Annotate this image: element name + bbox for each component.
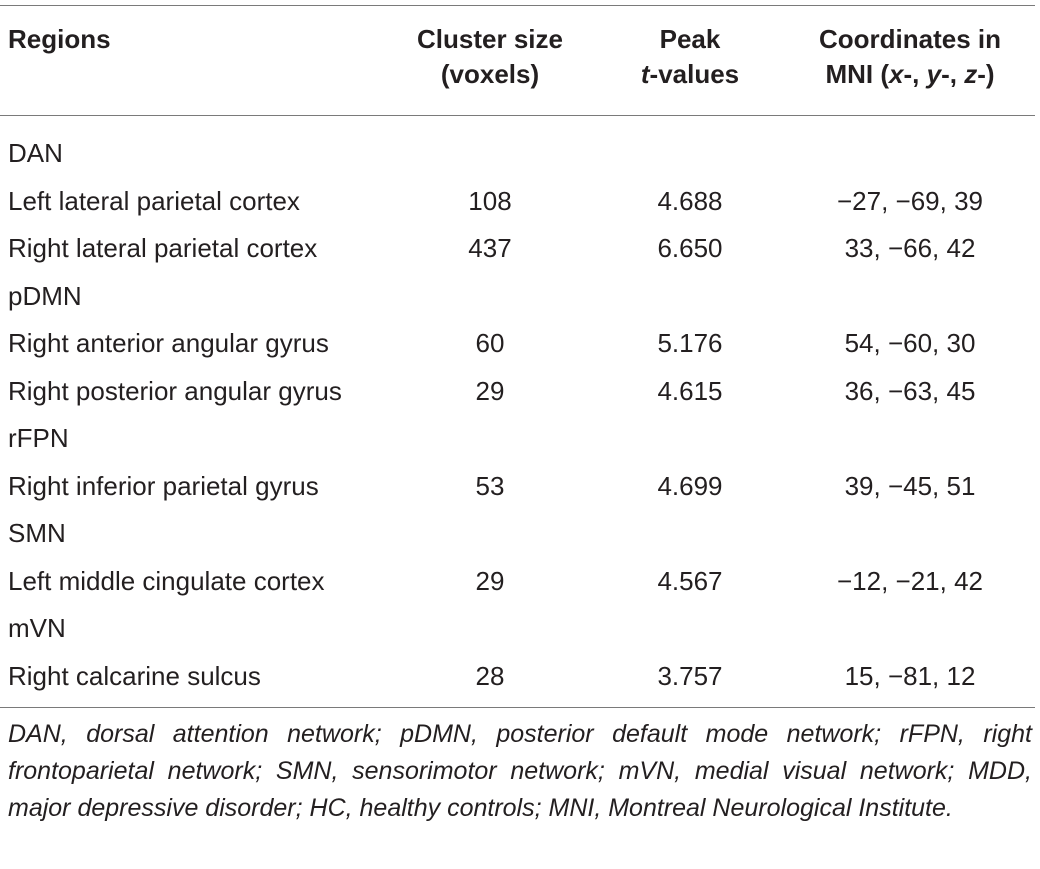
- cell-peak-t: 4.699: [657, 470, 723, 501]
- cell-peak-t: 5.176: [657, 328, 723, 358]
- table-footnote: DAN, dorsal attention network; pDMN, posterior default mode network; rFPN, right frontoparietal network; SMN, sensorimotor network; mVN, medial visual network; MDD, major depressive disorder; HC, healthy controls; MNI, Montreal Neurological Institute.: [8, 720, 1032, 822]
- header-sep2: -,: [941, 59, 965, 89]
- header-regions: [8, 22, 111, 57]
- table-row: [0, 558, 1040, 606]
- header-z-symbol: z: [964, 59, 978, 89]
- cell-cluster-size: 29: [475, 565, 505, 596]
- header-mni-text: MNI (: [825, 59, 890, 89]
- cell-region: Right calcarine sulcus: [8, 660, 261, 691]
- table-bottom-rule: [0, 707, 1035, 708]
- cell-coordinates: 15, −81, 12: [844, 660, 976, 691]
- table-row: [0, 178, 1040, 226]
- cell-cluster-size: 28: [475, 660, 505, 691]
- cell-coordinates: 33, −66, 42: [844, 233, 976, 263]
- cell-region: mVN: [8, 613, 66, 643]
- table-header-rule: [0, 115, 1035, 116]
- table-row: [0, 130, 1040, 178]
- cell-region: Left lateral parietal cortex: [8, 185, 300, 216]
- header-cluster-size: [390, 22, 590, 92]
- cell-region: Right lateral parietal cortex: [8, 233, 318, 263]
- cell-region: SMN: [8, 518, 66, 548]
- header-x-symbol: x: [889, 59, 904, 89]
- table-row: [0, 653, 1040, 701]
- cell-coordinates: 54, −60, 30: [844, 328, 976, 358]
- cell-peak-t: 6.650: [657, 233, 723, 263]
- table-top-rule: [0, 5, 1035, 6]
- table-row: [0, 320, 1040, 368]
- header-peak-line1: Peak: [659, 24, 721, 54]
- header-y-symbol: y: [926, 59, 942, 89]
- cell-coordinates: 36, −63, 45: [844, 375, 976, 406]
- header-coordinates: [790, 22, 1030, 92]
- cell-region: Right posterior angular gyrus: [8, 375, 342, 406]
- table-row: [0, 510, 1040, 558]
- header-peak-t: [600, 22, 780, 92]
- header-peak-line2: [600, 57, 780, 92]
- cell-coordinates: −12, −21, 42: [836, 565, 984, 596]
- cell-peak-t: 3.757: [657, 660, 723, 691]
- cell-peak-t: 4.615: [657, 375, 723, 406]
- table-row: [0, 225, 1040, 273]
- table-row: [0, 415, 1040, 463]
- header-values-text: -values: [649, 59, 740, 89]
- header-coordinates-line2: [790, 57, 1030, 92]
- header-sep1: -,: [903, 59, 927, 89]
- header-coordinates-line1: Coordinates in: [818, 24, 1001, 54]
- header-t-symbol: t: [640, 59, 650, 89]
- table-row: [0, 605, 1040, 653]
- header-cluster-size-line1: Cluster size: [417, 24, 563, 54]
- table-row: [0, 273, 1040, 321]
- table-row: [0, 463, 1040, 511]
- cell-region: Left middle cingulate cortex: [8, 565, 325, 596]
- cell-cluster-size: 29: [475, 375, 505, 406]
- cell-peak-t: 4.567: [657, 565, 723, 596]
- table-body: [0, 130, 1040, 700]
- cell-cluster-size: 108: [468, 185, 512, 216]
- header-regions-label: Regions: [8, 24, 111, 54]
- cell-coordinates: −27, −69, 39: [836, 185, 984, 216]
- cell-region: rFPN: [8, 423, 69, 453]
- header-end: -): [977, 59, 995, 89]
- cell-coordinates: 39, −45, 51: [844, 470, 976, 501]
- cell-region: Right inferior parietal gyrus: [8, 470, 319, 501]
- table-row: [0, 368, 1040, 416]
- cell-cluster-size: 437: [468, 233, 512, 263]
- cell-peak-t: 4.688: [657, 185, 723, 216]
- cell-region: DAN: [8, 138, 63, 168]
- header-cluster-size-line2: (voxels): [440, 59, 540, 89]
- cell-cluster-size: 53: [475, 470, 505, 501]
- cell-region: Right anterior angular gyrus: [8, 328, 329, 358]
- cell-cluster-size: 60: [475, 328, 505, 358]
- cell-region: pDMN: [8, 280, 82, 311]
